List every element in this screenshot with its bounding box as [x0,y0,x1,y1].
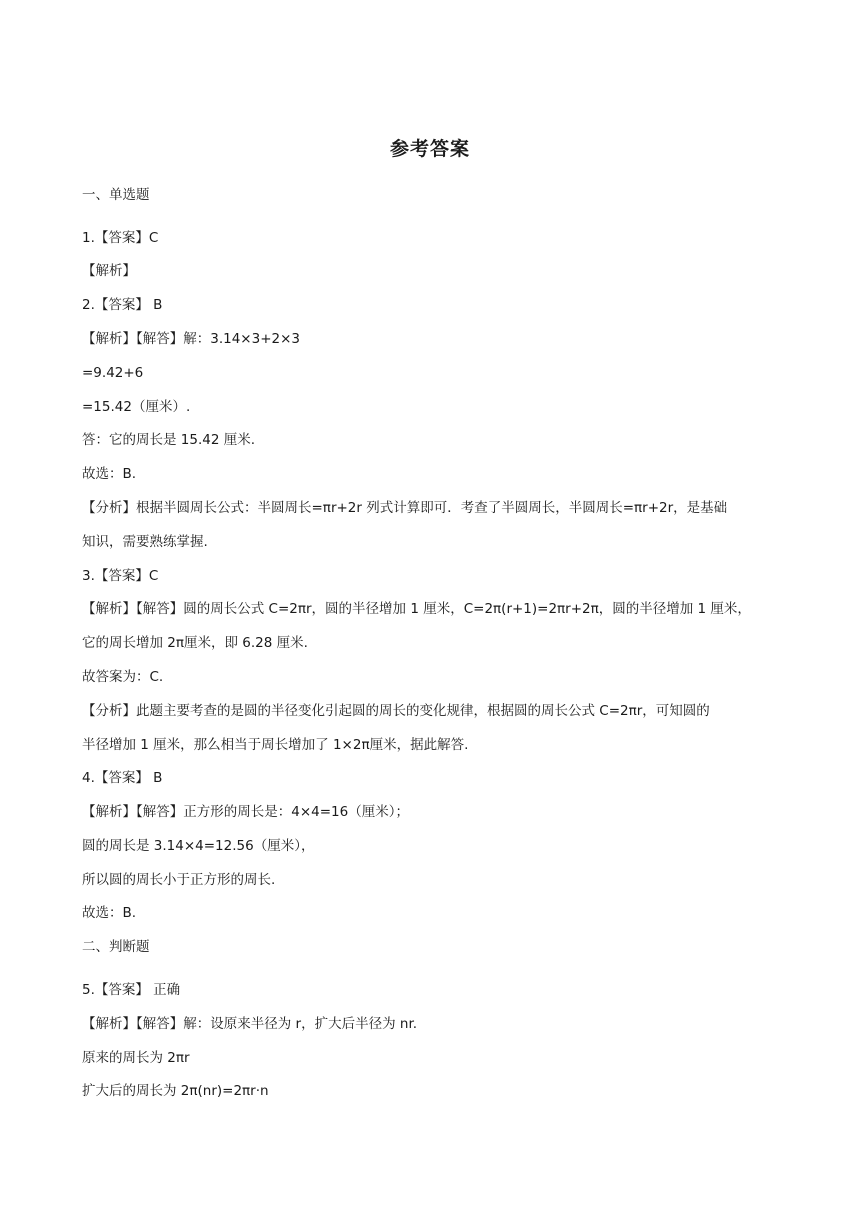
q2-choice: 故选：B. [82,466,137,482]
q3-fenxi-line: 半径增加 1 厘米，那么相当于周长增加了 1×2π厘米，据此解答. [82,737,469,753]
q4-solution-line: 【解析】【解答】正方形的周长是：4×4=16（厘米）； [82,804,409,820]
q2-fenxi-line: 知识，需要熟练掌握. [82,534,208,550]
q2-answer: 2.【答案】 B [82,297,163,313]
section-heading-single-choice: 一、单选题 [82,187,150,203]
q3-solution-line: 【解析】【解答】圆的周长公式 C=2πr，圆的半径增加 1 厘米，C=2π(r+1)=2πr+2π，圆的半径增加 1 厘米， [82,601,751,617]
q1-answer: 1.【答案】C [82,230,159,246]
section-heading-judgement: 二、判断题 [82,939,150,955]
q5-answer: 5.【答案】 正确 [82,982,181,998]
q3-answer: 3.【答案】C [82,568,159,584]
q4-solution-line: 所以圆的周长小于正方形的周长. [82,872,276,888]
q1-analysis: 【解析】 [82,263,136,279]
q3-solution-line: 它的周长增加 2π厘米，即 6.28 厘米. [82,635,308,651]
q2-solution-line: 【解析】【解答】解：3.14×3+2×3 [82,331,301,347]
q2-solution-line: =9.42+6 [82,365,144,381]
q5-solution-line: 【解析】【解答】解：设原来半径为 r，扩大后半径为 nr. [82,1016,418,1032]
q3-fenxi-line: 【分析】此题主要考查的是圆的半径变化引起圆的周长的变化规律，根据圆的周长公式 C=2πr，可知圆的 [82,703,710,719]
q3-choice: 故答案为：C. [82,669,164,685]
q4-solution-line: 圆的周长是 3.14×4=12.56（厘米）， [82,838,315,854]
q4-choice: 故选：B. [82,905,137,921]
q2-solution-line: =15.42（厘米）. [82,399,191,415]
q4-answer: 4.【答案】 B [82,770,163,786]
q5-solution-line: 扩大后的周长为 2π(nr)=2πr·n [82,1083,269,1099]
q2-solution-line: 答：它的周长是 15.42 厘米. [82,432,256,448]
q2-fenxi-line: 【分析】根据半圆周长公式：半圆周长=πr+2r 列式计算即可．考查了半圆周长，半圆周长=πr+2r，是基础 [82,500,728,516]
page-title: 参考答案 [389,138,470,160]
q5-solution-line: 原来的周长为 2πr [82,1050,190,1066]
